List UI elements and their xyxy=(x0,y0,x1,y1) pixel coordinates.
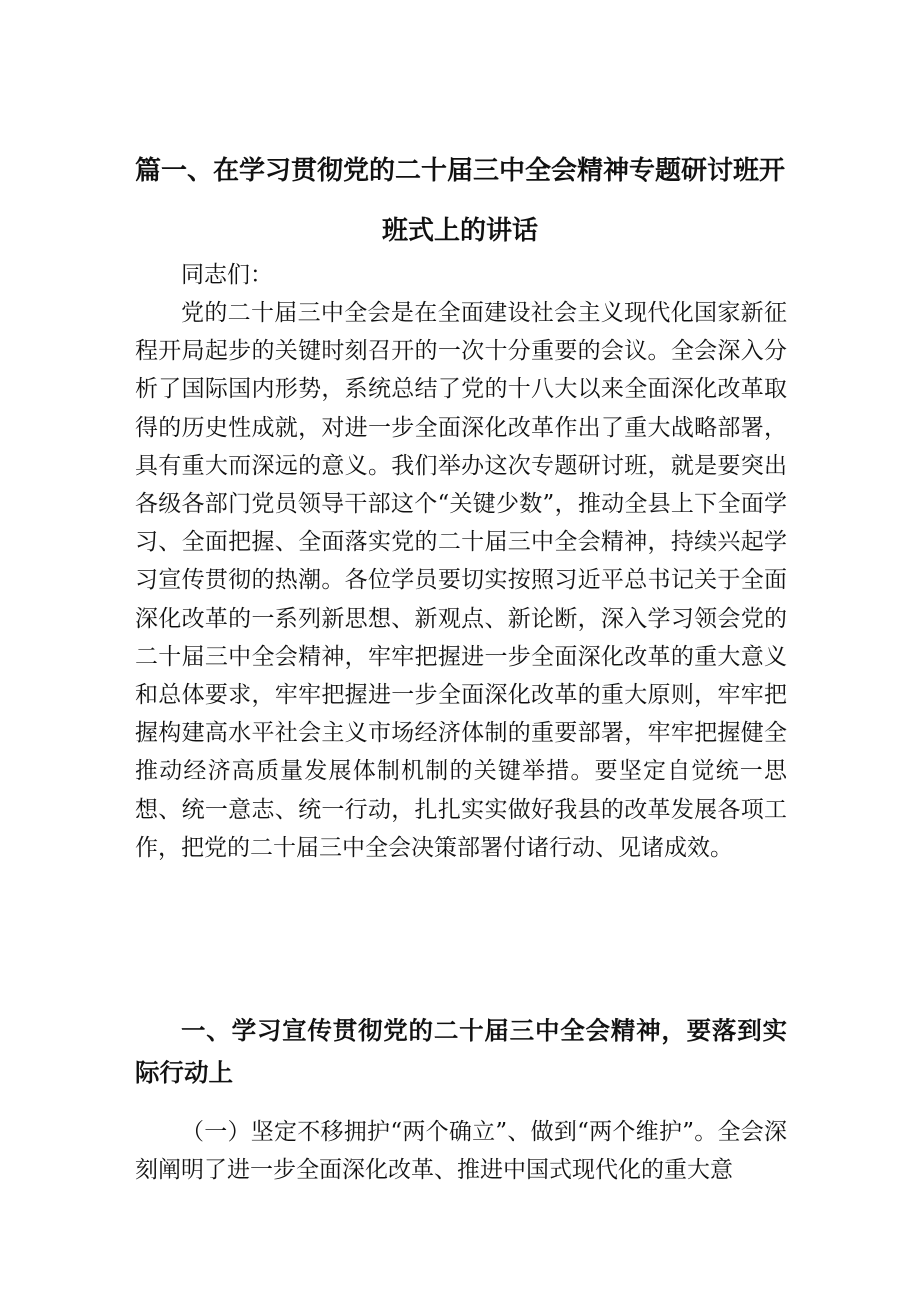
salutation: 同志们： xyxy=(181,262,273,288)
document-title-line-1: 篇一、在学习贯彻党的二十届三中全会精神专题研讨班开 xyxy=(134,156,785,186)
section-heading-1: 一、学习宣传贯彻党的二十届三中全会精神，要落到实际行动上 xyxy=(135,1016,787,1087)
paragraph-section-1-1: （一）坚定不移拥护“两个确立”、做到“两个维护”。全会深刻阐明了进一步全面深化改革、推进中国式现代化的重大意 xyxy=(135,1119,787,1184)
paragraph-intro: 党的二十届三中全会是在全面建设社会主义现代化国家新征程开局起步的关键时刻召开的一次十分重要的会议。全会深入分析了国际国内形势，系统总结了党的十八大以来全面深化改革取得的历史性成就，对进一步全面深化改革作出了重大战略部署，具有重大而深远的意义。我们举办这次专题研讨班，就是要突出各级各部门党员领导干部这个“关键少数”，推动全县上下全面学习、全面把握、全面落实党的二十届三中全会精神，持续兴起学习宣传贯彻的热潮。各位学员要切实按照习近平总书记关于全面深化改革的一系列新思想、新观点、新论断，深入学习领会党的二十届三中全会精神，牢牢把握进一步全面深化改革的重大意义和总体要求，牢牢把握进一步全面深化改革的重大原则，牢牢把握构建高水平社会主义市场经济体制的重要部署，牢牢把握健全推动经济高质量发展体制机制的关键举措。要坚定自觉统一思想、统一意志、统一行动，扎扎实实做好我县的改革发展各项工作，把党的二十届三中全会决策部署付诸行动、见诸成效。 xyxy=(135,300,787,861)
document-title-line-2: 班式上的讲话 xyxy=(381,216,538,246)
